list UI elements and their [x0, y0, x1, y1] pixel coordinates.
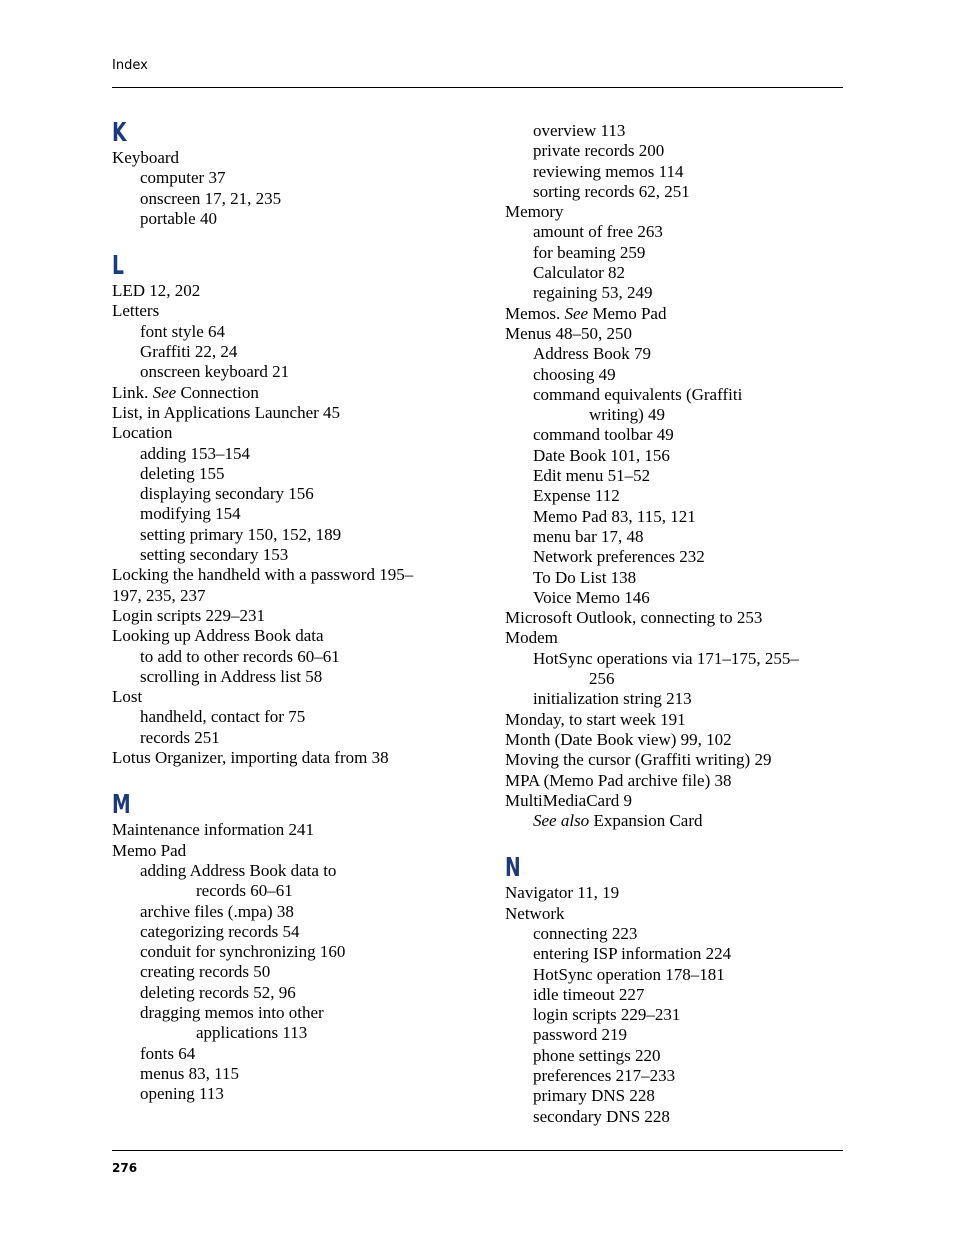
index-subentry: portable 40: [140, 208, 217, 228]
index-subentry: records 251: [140, 727, 220, 747]
index-subentry: handheld, contact for 75: [140, 707, 306, 727]
index-subentry: onscreen keyboard 21: [140, 362, 290, 382]
index-subentry-continuation: applications 113: [196, 1023, 308, 1043]
index-subentry: for beaming 259: [533, 242, 646, 262]
index-subentry: Network preferences 232: [533, 547, 705, 567]
index-subentry: adding Address Book data to: [140, 860, 337, 880]
index-subentry: computer 37: [140, 168, 226, 188]
see-reference: See: [564, 303, 589, 323]
entry-target: Memo Pad: [592, 303, 667, 323]
running-header: Index: [112, 58, 148, 73]
index-subentry: command equivalents (Graffiti: [533, 384, 743, 404]
index-entry: List, in Applications Launcher 45: [112, 402, 341, 422]
index-entry: Memory: [505, 202, 564, 222]
index-subentry: fonts 64: [140, 1043, 196, 1063]
index-subentry: Address Book 79: [533, 344, 652, 364]
index-entry-continuation: 197, 235, 237: [112, 585, 206, 605]
left-column: [112, 118, 482, 1104]
index-subentry: to add to other records 60–61: [140, 646, 340, 666]
section-letter-l: L: [112, 251, 124, 282]
index-subentry-continuation: writing) 49: [589, 405, 666, 425]
index-subentry-continuation: records 60–61: [196, 881, 293, 901]
index-entry: Monday, to start week 191: [505, 709, 686, 729]
index-subentry: amount of free 263: [533, 222, 663, 242]
header-rule: [112, 87, 843, 88]
index-subentry: setting secondary 153: [140, 545, 289, 565]
index-subentry: Date Book 101, 156: [533, 445, 670, 465]
index-entry: LED 12, 202: [112, 281, 201, 301]
index-subentry: choosing 49: [533, 364, 616, 384]
index-entry-cross-ref: [112, 383, 482, 403]
index-entry: Moving the cursor (Graffiti writing) 29: [505, 750, 772, 770]
index-entry: Letters: [112, 301, 160, 321]
index-entry: Network: [505, 903, 565, 923]
entry-term: Link.: [112, 382, 149, 402]
index-entry: Keyboard: [112, 148, 180, 167]
page-number: 276: [112, 1161, 138, 1175]
see-reference: See: [152, 382, 177, 402]
index-entry: Looking up Address Book data: [112, 626, 324, 646]
entry-target: Expansion Card: [593, 811, 703, 831]
index-entry: Locking the handheld with a password 195–: [112, 565, 414, 585]
index-subentry: Expense 112: [533, 486, 620, 506]
index-entry: Month (Date Book view) 99, 102: [505, 729, 732, 749]
entry-target: Connection: [180, 382, 259, 402]
index-subentry: login scripts 229–231: [533, 1005, 681, 1025]
index-subentry: displaying secondary 156: [140, 484, 314, 504]
index-subentry: adding 153–154: [140, 443, 251, 463]
index-subentry: scrolling in Address list 58: [140, 666, 323, 686]
index-subentry: To Do List 138: [533, 567, 637, 587]
index-entry: Maintenance information 241: [112, 820, 315, 840]
index-entry-cross-ref: [505, 304, 875, 324]
index-subentry: command toolbar 49: [533, 425, 674, 445]
index-subentry: primary DNS 228: [533, 1086, 655, 1106]
section-letter-k: K: [112, 118, 126, 148]
index-entry: Lotus Organizer, importing data from 38: [112, 748, 389, 768]
section-letter-m: M: [112, 790, 130, 821]
index-subentry: deleting records 52, 96: [140, 982, 296, 1002]
index-subentry: onscreen 17, 21, 235: [140, 188, 282, 208]
index-entry: Modem: [505, 628, 558, 648]
index-entry: MultiMediaCard 9: [505, 790, 633, 810]
index-entry: MPA (Memo Pad archive file) 38: [505, 770, 732, 790]
right-column: [505, 121, 875, 1127]
index-entry: Memo Pad: [112, 840, 187, 860]
index-subentry: reviewing memos 114: [533, 161, 684, 181]
index-subentry: entering ISP information 224: [533, 944, 732, 964]
index-entry: Location: [112, 423, 173, 443]
index-subentry: idle timeout 227: [533, 984, 645, 1004]
index-subentry: categorizing records 54: [140, 921, 300, 941]
index-subentry: font style 64: [140, 321, 225, 341]
index-subentry: preferences 217–233: [533, 1066, 676, 1086]
index-subentry: dragging memos into other: [140, 1002, 324, 1022]
entry-term: Memos.: [505, 303, 561, 323]
index-subentry: overview 113: [533, 121, 626, 140]
index-entry: Login scripts 229–231: [112, 605, 265, 625]
index-subentry: archive files (.mpa) 38: [140, 901, 294, 921]
index-subentry: setting primary 150, 152, 189: [140, 524, 342, 544]
index-subentry: modifying 154: [140, 504, 241, 524]
footer-rule: [112, 1150, 843, 1151]
index-subentry: Voice Memo 146: [533, 587, 650, 607]
index-subentry: regaining 53, 249: [533, 283, 653, 303]
index-subentry: creating records 50: [140, 962, 271, 982]
index-subentry: private records 200: [533, 141, 665, 161]
index-entry: Lost: [112, 687, 143, 707]
index-subentry: Edit menu 51–52: [533, 466, 651, 486]
index-subentry: HotSync operations via 171–175, 255–: [533, 648, 799, 668]
index-subentry: opening 113: [140, 1084, 224, 1104]
index-subentry: Calculator 82: [533, 263, 626, 283]
index-subentry: sorting records 62, 251: [533, 181, 690, 201]
index-subentry: phone settings 220: [533, 1045, 661, 1065]
section-letter-n: N: [505, 853, 520, 884]
index-entry: Microsoft Outlook, connecting to 253: [505, 608, 763, 628]
index-subentry: Graffiti 22, 24: [140, 342, 238, 362]
index-subentry: menu bar 17, 48: [533, 526, 644, 546]
index-subentry-cross-ref: [505, 811, 875, 831]
index-subentry: initialization string 213: [533, 689, 692, 709]
index-subentry: menus 83, 115: [140, 1063, 240, 1083]
index-subentry: conduit for synchronizing 160: [140, 942, 346, 962]
index-entry: Navigator 11, 19: [505, 883, 620, 903]
index-subentry: password 219: [533, 1025, 627, 1045]
index-subentry: HotSync operation 178–181: [533, 964, 725, 984]
index-subentry-continuation: 256: [589, 669, 615, 689]
index-subentry: connecting 223: [533, 923, 638, 943]
index-subentry: Memo Pad 83, 115, 121: [533, 506, 696, 526]
index-subentry: secondary DNS 228: [533, 1106, 670, 1126]
index-subentry: deleting 155: [140, 463, 225, 483]
index-entry: Menus 48–50, 250: [505, 323, 633, 343]
see-also-reference: See also: [533, 811, 590, 831]
